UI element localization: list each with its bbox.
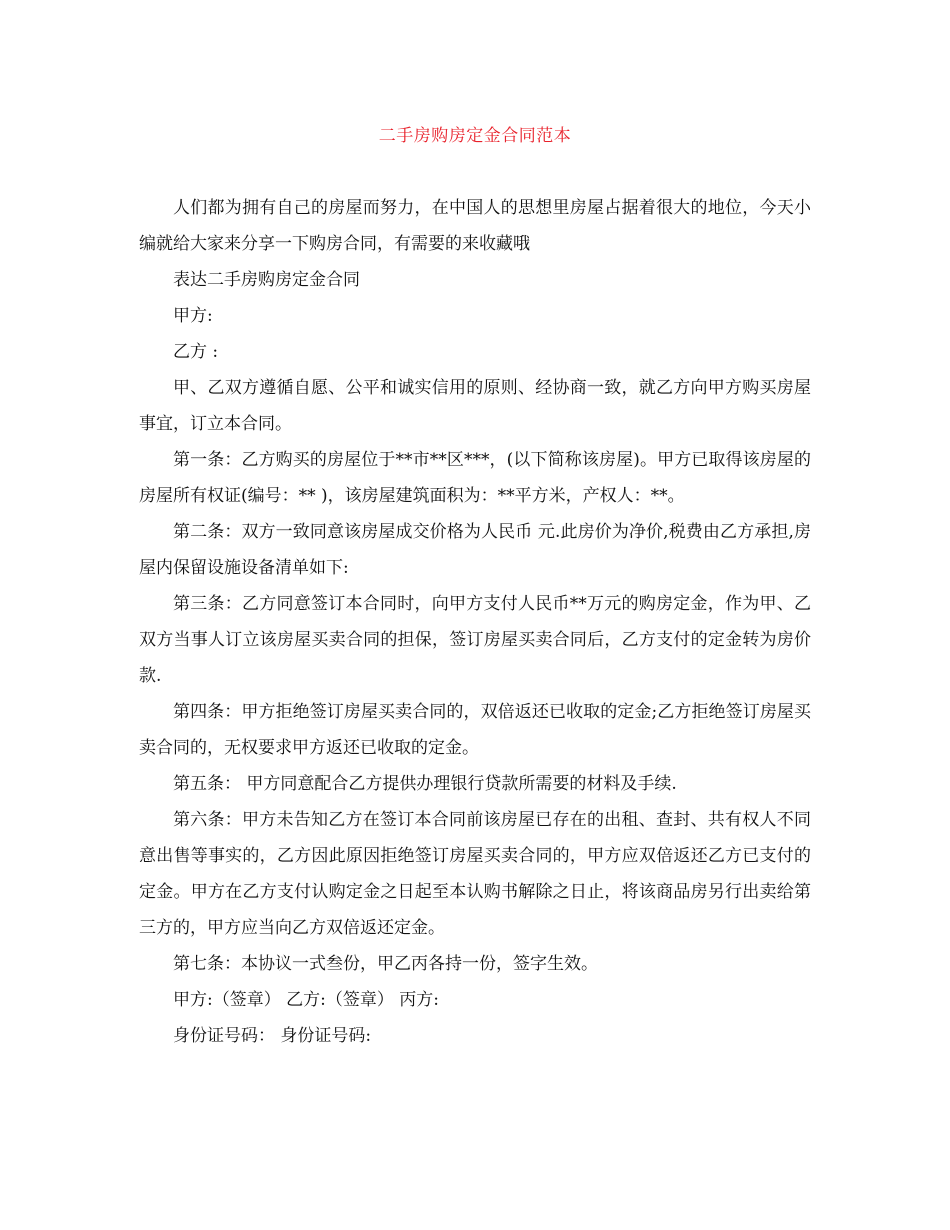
document-title: 二手房购房定金合同范本 [378,126,572,146]
article-1: 第一条：乙方购买的房屋位于**市**区***，(以下简称该房屋)。甲方已取得该房屋的房屋所有权证(编号：** )，该房屋建筑面积为：**平方米，产权人：**。 [139,450,811,506]
party-a-line: 甲方: [173,306,213,326]
preamble-paragraph: 甲、乙双方遵循自愿、公平和诚实信用的原则、经协商一致，就乙方向甲方购买房屋事宜，订立本合同。 [139,378,811,434]
article-4: 第四条：甲方拒绝签订房屋买卖合同的，双倍返还已收取的定金;乙方拒绝签订房屋买卖合同的，无权要求甲方返还已收取的定金。 [139,702,811,758]
article-6: 第六条：甲方未告知乙方在签订本合同前该房屋已存在的出租、查封、共有权人不同意出售等事实的，乙方因此原因拒绝签订房屋买卖合同的，甲方应双倍返还乙方已支付的定金。甲方在乙方支付认购定金之日起至本认购书解除之日止，将该商品房另行出卖给第三方的，甲方应当向乙方双倍返还定金。 [139,810,811,938]
signature-line: 甲方:（签章） 乙方:（签章） 丙方: [173,990,439,1010]
intro-paragraph: 人们都为拥有自己的房屋而努力，在中国人的思想里房屋占据着很大的地位，今天小编就给大家来分享一下购房合同，有需要的来收藏哦 [139,198,811,254]
article-7: 第七条：本协议一式叁份，甲乙丙各持一份，签字生效。 [173,954,598,974]
document-body [139,190,811,1054]
party-b-line: 乙方 : [173,342,219,362]
article-5: 第五条： 甲方同意配合乙方提供办理银行贷款所需要的材料及手续. [173,774,677,794]
id-number-line: 身份证号码： 身份证号码: [173,1026,372,1046]
article-2: 第二条：双方一致同意该房屋成交价格为人民币 元.此房价为净价,税费由乙方承担,房屋内保留设施设备清单如下: [139,522,811,578]
article-3: 第三条：乙方同意签订本合同时，向甲方支付人民币**万元的购房定金，作为甲、乙双方当事人订立该房屋买卖合同的担保，签订房屋买卖合同后，乙方支付的定金转为房价款. [139,594,811,686]
contract-heading: 表达二手房购房定金合同 [173,270,360,290]
